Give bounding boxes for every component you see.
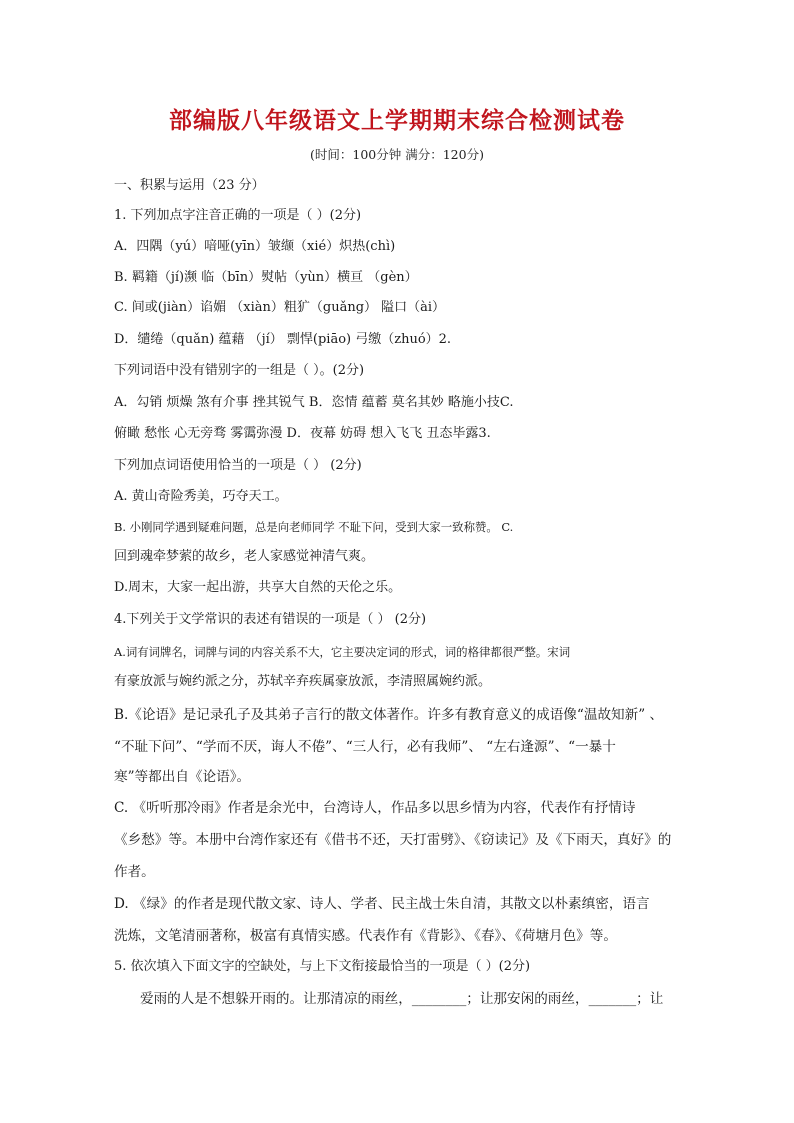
question-4-option-b-line3: 寒”等都出自《论语》。: [114, 769, 251, 785]
question-3-option-b: B. 小刚同学遇到疑难问题，总是向老师同学 不耻下问，受到大家一致称赞。 C.: [114, 520, 514, 534]
question-4-option-c-line3: 作者。: [114, 864, 155, 880]
question-2-options-cd: 俯瞰 愁怅 心无旁骛 雾霭弥漫 D．夜幕 妨碍 想入飞飞 丑态毕露3.: [114, 426, 491, 441]
question-5-stem: 5. 依次填入下面文字的空缺处，与上下文衔接最恰当的一项是（ ）(2分): [114, 959, 531, 974]
question-4-stem: 4.下列关于文学常识的表述有错误的一项是（ ） (2分): [114, 612, 427, 627]
question-4-option-c-line1: C. 《听听那冷雨》作者是余光中，台湾诗人，作品多以思乡情为内容，代表作有抒情诗: [114, 800, 636, 816]
question-1-option-b: B. 羁籍（jí)濒 临（bīn）熨帖（yùn）横亘 （gèn）: [114, 270, 418, 285]
question-4-option-a-line2: 有豪放派与婉约派之分，苏轼辛弃疾属豪放派，李清照属婉约派。: [114, 674, 492, 689]
section-heading: 一、积累与运用（23 分）: [114, 178, 265, 193]
question-4-option-a-line1: A.词有词牌名，词牌与词的内容关系不大，它主要决定词的形式，词的格律都很严整。宋词: [114, 645, 571, 659]
exam-time-score: (时间：100分钟 满分：120分): [310, 147, 484, 162]
question-3-option-c: 回到魂牵梦萦的故乡，老人家感觉神清气爽。: [114, 549, 375, 564]
page-title: 部编版八年级语文上学期期末综合检测试卷: [169, 108, 625, 134]
question-2-options-ab: A．勾销 烦燥 煞有介事 挫其锐气 B．恣情 蕴蓄 莫名其妙 略施小技C.: [114, 395, 514, 410]
question-3-option-d: D.周末，大家一起出游，共享大自然的天伦之乐。: [114, 580, 402, 595]
question-2-stem: 下列词语中没有错别字的一组是（ ）。(2分): [114, 363, 365, 378]
question-1-option-d: D．缱绻（quǎn) 蕴藉 （jí） 剽悍(piāo) 弓缴（zhuó）2.: [114, 332, 452, 347]
question-1-stem: 1. 下列加点字注音正确的一项是（ ）(2分): [114, 208, 362, 223]
question-4-option-b-line1: B.《论语》是记录孔子及其弟子言行的散文体著作。许多有教育意义的成语像“温故知新” 、: [114, 707, 664, 723]
question-4-option-b-line2: “不耻下问”、“学而不厌，诲人不倦”、“三人行，必有我师”、 “左右逢源”、“一暴十: [114, 739, 616, 755]
question-1-option-c: C. 间或(jiàn）谄媚 （xiàn）粗犷（guǎng） 隘口（ài）: [114, 300, 446, 315]
question-1-option-a: A．四隅（yú）喑哑(yīn）皱缬（xié）炽热(chì): [114, 239, 396, 254]
question-4-option-d-line2: 洗炼，文笔清丽著称，极富有真情实感。代表作有《背影》、《春》、《荷塘月色》等。: [114, 928, 617, 944]
question-4-option-d-line1: D. 《绿》的作者是现代散文家、诗人、学者、民主战士朱自清，其散文以朴素缜密，语言: [114, 896, 650, 912]
question-4-option-c-line2: 《乡愁》等。本册中台湾作家还有《借书不还，天打雷劈》、《窃读记》及《下雨天，真好》的: [114, 832, 672, 848]
question-5-passage: 爱雨的人是不想躲开雨的。让那清凉的雨丝，________；让那安闲的雨丝，_______；让: [140, 991, 664, 1007]
question-3-stem: 下列加点词语使用恰当的一项是（ ） (2分): [114, 458, 362, 473]
question-3-option-a: A. 黄山奇险秀美，巧夺天工。: [114, 489, 288, 504]
